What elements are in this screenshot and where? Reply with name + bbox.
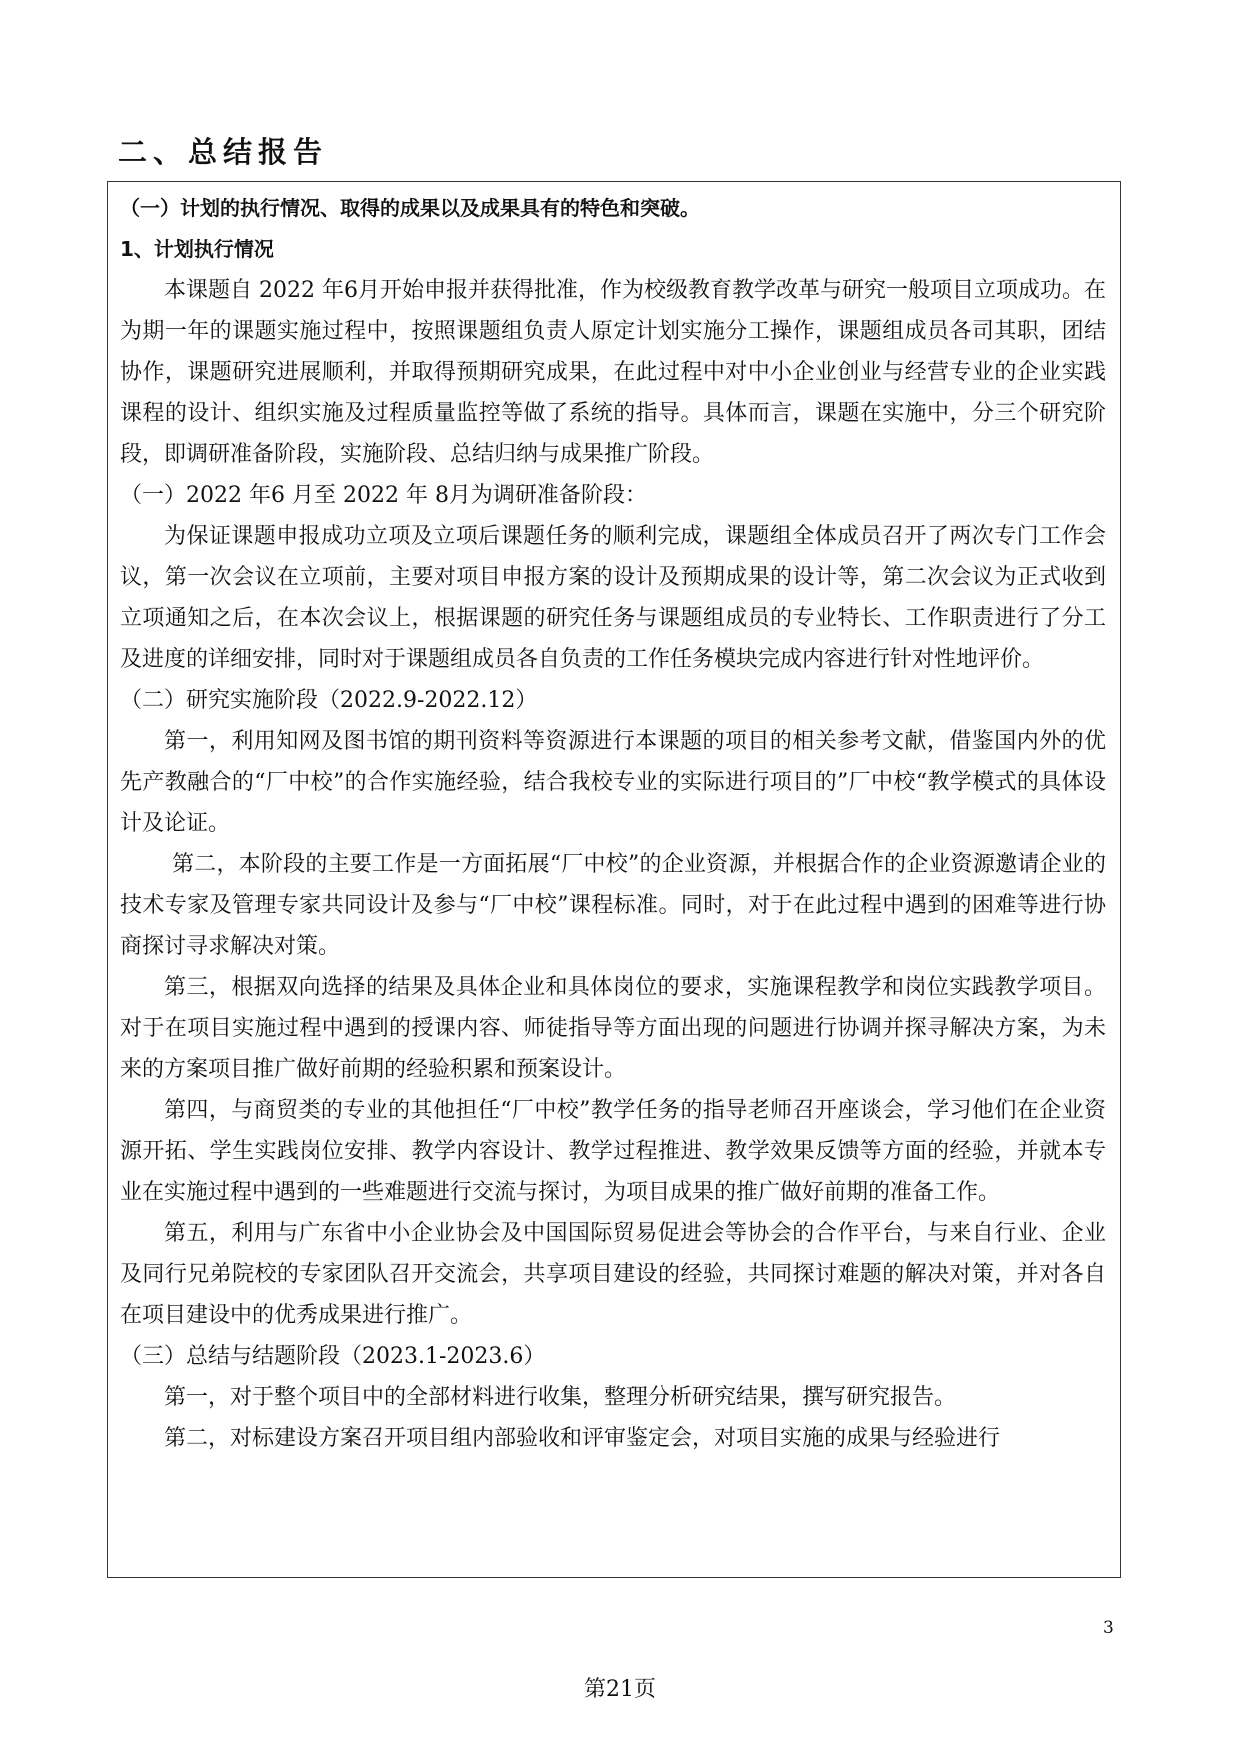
stage3-paragraph-2: 第二，对标建设方案召开项目组内部验收和评审鉴定会，对项目实施的成果与经验进行: [164, 1426, 1001, 1451]
stage2-paragraph-3: 第三，根据双向选择的结果及具体企业和具体岗位的要求，实施课程教学和岗位实践教学项目。对于在项目实施过程中遇到的授课内容、师徒指导等方面出现的问题进行协调并探寻解决方案，为未来的方案项目推广做好前期的经验积累和预案设计。: [120, 975, 1106, 1082]
stage2-paragraph-2: 第二，本阶段的主要工作是一方面拓展“厂中校”的企业资源，并根据合作的企业资源邀请企业的技术专家及管理专家共同设计及参与“厂中校”课程标准。同时，对于在此过程中遇到的困难等进行协商探讨寻求解决对策。: [120, 852, 1106, 959]
section-title: 二、总结报告: [118, 135, 329, 169]
stage2-paragraph-4: 第四，与商贸类的专业的其他担任“厂中校”教学任务的指导老师召开座谈会，学习他们在企业资源开拓、学生实践岗位安排、教学内容设计、教学过程推进、教学效果反馈等方面的经验，并就本专业在实施过程中遇到的一些难题进行交流与探讨，为项目成果的推广做好前期的准备工作。: [120, 1098, 1106, 1205]
stage1-body: 为保证课题申报成功立项及立项后课题任务的顺利完成，课题组全体成员召开了两次专门工作会议，第一次会议在立项前，主要对项目申报方案的设计及预期成果的设计等，第二次会议为正式收到立项通知之后，在本次会议上，根据课题的研究任务与课题组成员的专业特长、工作职责进行了分工及进度的详细安排，同时对于课题组成员各自负责的工作任务模块完成内容进行针对性地评价。: [120, 524, 1106, 672]
intro-paragraph: 本课题自 2022 年6月开始申报并获得批准，作为校级教育教学改革与研究一般项目立项成功。在为期一年的课题实施过程中，按照课题组负责人原定计划实施分工操作，课题组成员各司其职，团结协作，课题研究进展顺利，并取得预期研究成果，在此过程中对中小企业创业与经营专业的企业实践课程的设计、组织实施及过程质量监控等做了系统的指导。具体而言，课题在实施中，分三个研究阶段，即调研准备阶段，实施阶段、总结归纳与成果推广阶段。: [120, 278, 1106, 467]
page-footer: 第21页: [584, 1677, 656, 1702]
stage2-title: （二）研究实施阶段（2022.9-2022.12）: [120, 688, 538, 713]
report-content: [120, 188, 1106, 1459]
stage1-title: （一）2022 年6 月至 2022 年 8月为调研准备阶段：: [120, 483, 647, 508]
heading: （一）计划的执行情况、取得的成果以及成果具有的特色和突破。: [120, 196, 700, 220]
stage3-title: （三）总结与结题阶段（2023.1-2023.6）: [120, 1344, 546, 1369]
stage2-paragraph-1: 第一，利用知网及图书馆的期刊资料等资源进行本课题的项目的相关参考文献，借鉴国内外的优先产教融合的“厂中校”的合作实施经验，结合我校专业的实际进行项目的”厂中校“教学模式的具体设计及论证。: [120, 729, 1106, 836]
report-box: [107, 181, 1121, 1578]
subheading: 1、计划执行情况: [120, 237, 274, 261]
stage3-paragraph-1: 第一，对于整个项目中的全部材料进行收集，整理分析研究结果，撰写研究报告。: [164, 1385, 957, 1410]
page-number: 3: [1103, 1618, 1114, 1638]
stage2-paragraph-5: 第五，利用与广东省中小企业协会及中国国际贸易促进会等协会的合作平台，与来自行业、企业及同行兄弟院校的专家团队召开交流会，共享项目建设的经验，共同探讨难题的解决对策，并对各自在项目建设中的优秀成果进行推广。: [120, 1221, 1106, 1328]
